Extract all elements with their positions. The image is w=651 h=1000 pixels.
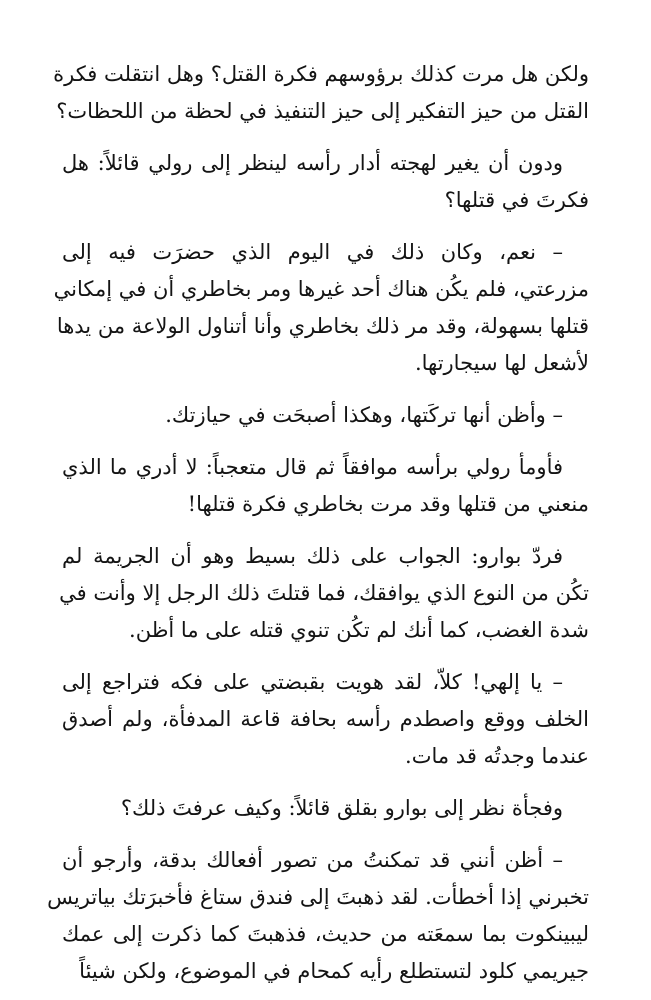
text-line: – وأظن أنها تركَتها، وهكذا أصبحَت في حيازتك.	[165, 403, 563, 427]
text-line: فردّ بوارو: الجواب على ذلك بسيط وهو أن الجريمة لم	[62, 544, 563, 568]
paragraph	[62, 145, 589, 219]
text-line: ليبينكوت بما سمعَته من حديث، فذهبتَ كما ذكرت إلى عمك	[62, 922, 589, 946]
text-line: تكُن من النوع الذي يوافقك، فما قتلتَ ذلك الرجل إلا وأنت في	[59, 581, 589, 605]
text-line: قتلها بسهولة، وقد مر ذلك بخاطري وأنا أتناول الولاعة من يدها	[56, 314, 589, 338]
paragraph	[53, 234, 589, 382]
text-line: الخلف ووقع واصطدم رأسه بحافة قاعة المدفأة، ولم أصدق	[62, 707, 589, 731]
paragraph	[47, 842, 589, 990]
text-line: جيريمي كلود لتستطلع رأيه كمحام في الموضوع، ولكن شيئاً	[79, 959, 589, 983]
page-text	[47, 56, 589, 990]
text-line: منعني من قتلها وقد مرت بخاطري فكرة قتلها!	[187, 492, 589, 516]
text-line: – يا إلهي! كلاّ، لقد هويت بقبضتي على فكه فتراجع إلى	[62, 670, 563, 694]
text-line: – أظن أنني قد تمكنتُ من تصور أفعالك بدقة، وأرجو أن	[62, 848, 563, 872]
text-line: عندما وجدتُه قد مات.	[405, 744, 589, 768]
paragraph	[59, 538, 589, 649]
text-line: – نعم، وكان ذلك في اليوم الذي حضرَت فيه إلى	[62, 240, 563, 264]
paragraph	[62, 449, 589, 523]
text-line: تخبرني إذا أخطأت. لقد ذهبتَ إلى فندق ستاغ فأخبرَتك بياتريس	[47, 885, 589, 909]
text-line: ولكن هل مرت كذلك برؤوسهم فكرة القتل؟ وهل انتقلت فكرة	[53, 62, 589, 86]
text-line: فأومأ رولي برأسه موافقاً ثم قال متعجباً: لا أدري ما الذي	[62, 455, 563, 479]
paragraph	[53, 56, 589, 130]
text-line: ودون أن يغير لهجته أدار رأسه لينظر إلى رولي قائلاً: هل	[62, 151, 563, 175]
text-line: القتل من حيز التفكير إلى حيز التنفيذ في لحظة من اللحظات؟	[56, 99, 589, 123]
text-line: لأشعل لها سيجارتها.	[414, 351, 589, 375]
text-line: وفجأة نظر إلى بوارو بقلق قائلاً: وكيف عرفتَ ذلك؟	[120, 796, 563, 820]
text-line: مزرعتي، فلم يكُن هناك أحد غيرها ومر بخاطري أن في إمكاني	[53, 277, 589, 301]
text-line: فكرتَ في قتلها؟	[444, 188, 589, 212]
text-line: شدة الغضب، كما أنك لم تكُن تنوي قتله على ما أظن.	[129, 618, 589, 642]
paragraph	[62, 664, 589, 775]
paragraph	[62, 397, 589, 434]
paragraph	[62, 790, 589, 827]
